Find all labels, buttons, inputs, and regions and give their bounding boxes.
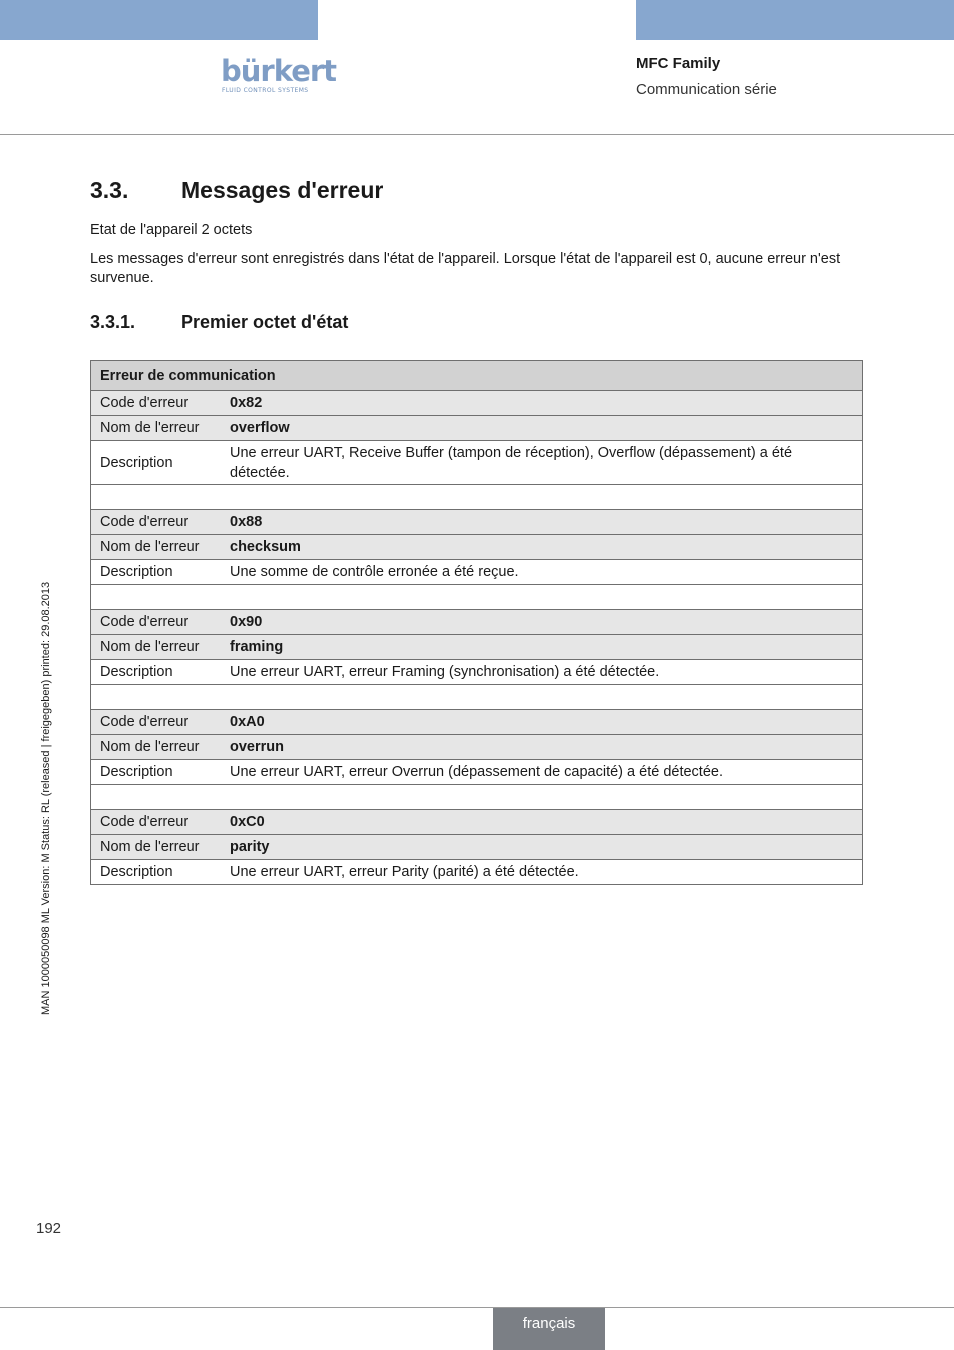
description-label: Description [91,760,222,785]
table-spacer-row [91,585,863,610]
error-name: checksum [221,535,863,560]
name-label: Nom de l'erreur [91,635,222,660]
table-row [91,441,863,485]
table-row [91,635,863,660]
table-row [91,391,863,416]
error-description: Une somme de contrôle erronée a été reçue. [221,560,863,585]
error-code: 0xA0 [221,710,863,735]
description-label: Description [91,860,222,885]
section-title: Messages d'erreur [181,177,384,203]
name-label: Nom de l'erreur [91,835,222,860]
table-row [91,535,863,560]
error-code: 0x88 [221,510,863,535]
table-row [91,710,863,735]
error-description: Une erreur UART, erreur Overrun (dépassement de capacité) a été détectée. [221,760,863,785]
error-name: framing [221,635,863,660]
error-code: 0x90 [221,610,863,635]
code-label: Code d'erreur [91,710,222,735]
error-name: parity [221,835,863,860]
error-name: overflow [221,416,863,441]
table-row [91,835,863,860]
error-description: Une erreur UART, erreur Framing (synchronisation) a été détectée. [221,660,863,685]
table-spacer-row [91,685,863,710]
name-label: Nom de l'erreur [91,416,222,441]
page-number: 192 [36,1220,62,1237]
name-label: Nom de l'erreur [91,535,222,560]
subsection-number: 3.3.1. [90,312,136,332]
document-metadata-vertical: MAN 1000050098 ML Version: M Status: RL (released | freigegeben) printed: 29.08.2013 [40,581,52,1015]
header-accent-bar-right [636,0,954,40]
burkert-logo [221,54,337,96]
table-header-row [91,361,863,391]
description-label: Description [91,660,222,685]
code-label: Code d'erreur [91,810,222,835]
table-row [91,560,863,585]
table-row [91,760,863,785]
logo-tagline: FLUID CONTROL SYSTEMS [222,87,309,94]
code-label: Code d'erreur [91,610,222,635]
table-row [91,660,863,685]
code-label: Code d'erreur [91,510,222,535]
error-code: 0x82 [221,391,863,416]
table-row [91,416,863,441]
description-label: Description [91,560,222,585]
header-divider [0,134,954,135]
footer-divider [0,1307,954,1308]
table-spacer-row [91,785,863,810]
table-row [91,810,863,835]
language-tab: français [493,1308,605,1350]
table-row [91,735,863,760]
table-row [91,610,863,635]
error-code: 0xC0 [221,810,863,835]
error-name: overrun [221,735,863,760]
error-description: Une erreur UART, Receive Buffer (tampon de réception), Overflow (dépassement) a été détectée. [221,441,863,485]
header-accent-bar-left [0,0,318,40]
table-row [91,510,863,535]
section-number: 3.3. [90,177,129,203]
chapter-name: Communication série [636,81,777,98]
body-paragraph: Les messages d'erreur sont enregistrés dans l'état de l'appareil. Lorsque l'état de l'appareil est 0, aucune erreur n'est survenue. [90,251,841,286]
error-description: Une erreur UART, erreur Parity (parité) a été détectée. [221,860,863,885]
code-label: Code d'erreur [91,391,222,416]
table-spacer-row [91,485,863,510]
name-label: Nom de l'erreur [91,735,222,760]
logo-wordmark: bürkert [221,54,337,88]
subsection-title: Premier octet d'état [181,312,349,332]
description-label: Description [91,441,222,485]
error-code-table [90,360,863,885]
table-heading: Erreur de communication [91,361,863,391]
product-name: MFC Family [636,55,721,72]
intro-text: Etat de l'appareil 2 octets [90,222,253,238]
table-row [91,860,863,885]
